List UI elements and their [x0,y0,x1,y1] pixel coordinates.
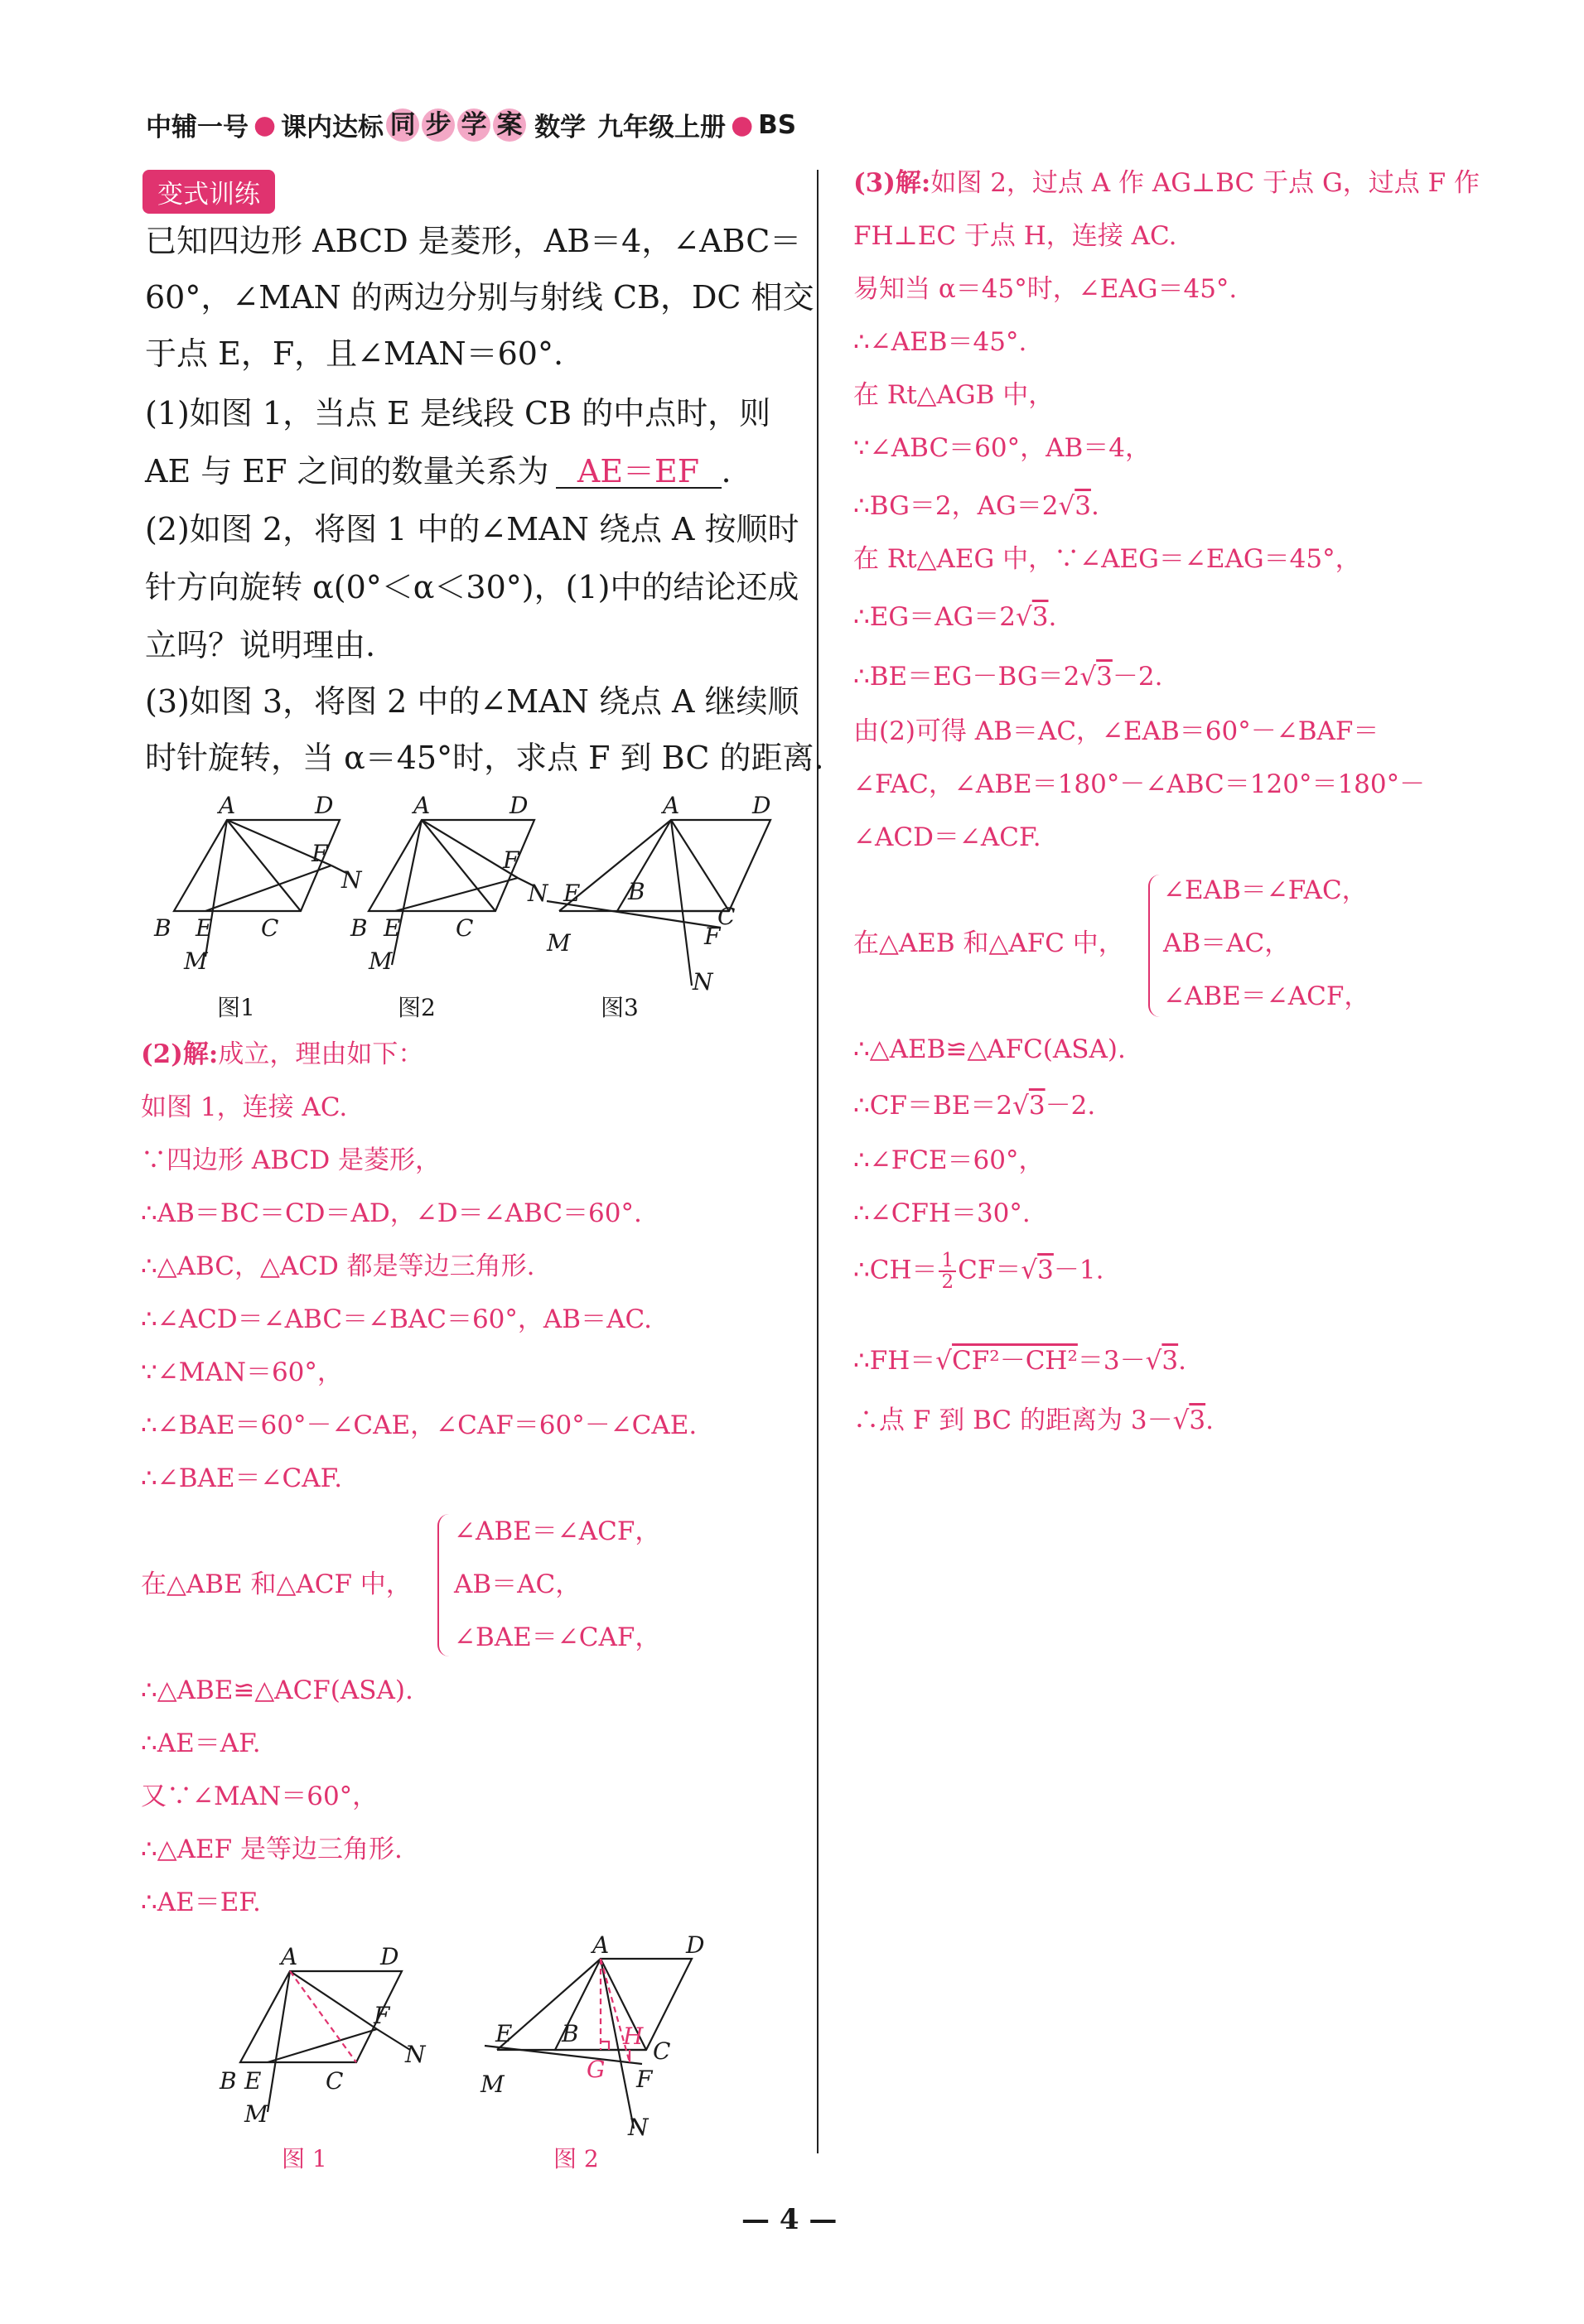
solution-line: ∴AE＝EF. [141,1888,261,1917]
solution-line: ∴∠ACD＝∠ABC＝∠BAC＝60°，AB＝AC. [141,1304,652,1334]
bullet-dot-icon: ● [731,109,754,140]
point-label: D [686,1931,705,1959]
solution-line: ∴∠FCE＝60°， [853,1145,1045,1175]
solution-line: 由(2)可得 AB＝AC，∠EAB＝60°－∠BAF＝ [853,716,1379,746]
page-header [146,106,796,143]
solution-line: ∠FAC，∠ABE＝180°－∠ABC＝120°＝180°－ [853,769,1426,799]
point-label: N [693,968,713,996]
point-label: C [261,914,279,942]
solution-line-ch: ∴CH＝ $\frac{1}{2}$ CF＝√3－1. [853,1250,1104,1294]
point-label: M [547,929,571,957]
point-label: D [752,792,771,819]
solution-line: ∠ACD＝∠ACF. [853,822,1041,852]
case-line: ∠BAE＝∠CAF， [454,1622,661,1652]
fraction: $\frac{1}{2}$ [939,1251,956,1292]
point-label: N [628,2114,649,2141]
point-label: A [281,1943,298,1970]
point-label: B [350,914,368,942]
solution-line: ∵∠MAN＝60°， [141,1357,343,1387]
question-line: 于点 E，F，且∠MAN＝60°. [145,335,564,372]
point-label: D [509,792,529,819]
point-label: E [196,914,213,942]
grade: 九年级上册 [597,113,727,142]
case-line: ∠ABE＝∠ACF， [1163,981,1370,1011]
left-brace [1148,875,1160,1017]
solution-line: ∴△ABC，△ACD 都是等边三角形. [141,1251,535,1281]
solution-line: ∴△AEB≌△AFC(ASA). [853,1034,1126,1064]
column-divider [817,170,819,2153]
question-line: 60°，∠MAN 的两边分别与射线 CB，DC 相交 [145,279,814,316]
tag-char-2: 步 [422,108,455,142]
figure-caption: 图 1 [282,2145,327,2172]
point-label: B [562,2020,579,2047]
point-label: F [503,846,519,874]
case-prefix: 在△ABE 和△ACF 中， [141,1569,412,1599]
point-label: E [244,2067,262,2095]
point-label: B [628,878,645,905]
point-label: E [384,914,401,942]
point-label: A [413,792,431,819]
point-label: A [663,792,680,819]
solution-line: ∴∠BAE＝∠CAF. [141,1463,343,1493]
point-label: G [587,2056,606,2083]
tag-char-1: 同 [386,108,419,142]
figure-1-bottom [211,1943,452,2137]
solution-line-bg: ∴BG＝2，AG＝2√3. [853,491,1099,521]
solution3-title-line [853,168,1480,198]
solution-line: FH⊥EC 于点 H，连接 AC. [853,221,1177,251]
point-label: D [315,792,334,819]
point-label: M [244,2100,268,2128]
figure-caption: 图1 [217,994,255,1021]
solution-line: 在 Rt△AGB 中， [853,380,1055,410]
point-label: B [220,2067,237,2095]
question-line: (2)如图 2，将图 1 中的∠MAN 绕点 A 按顺时 [145,511,799,547]
solution-line: ∴∠AEB＝45°. [853,327,1027,357]
point-label: C [456,914,474,942]
solution-line: ∴AB＝BC＝CD＝AD，∠D＝∠ABC＝60°. [141,1198,642,1228]
left-brace [437,1514,449,1656]
case-prefix: 在△AEB 和△AFC 中， [853,928,1124,958]
solution-line: ∵四边形 ABCD 是菱形， [141,1145,442,1175]
case-line: ∠EAB＝∠FAC， [1163,875,1368,905]
case-line: ∠ABE＝∠ACF， [454,1516,661,1546]
question-line: 已知四边形 ABCD 是菱形，AB＝4，∠ABC＝ [145,223,802,259]
solution2-title: (2)解: [141,1039,219,1069]
bullet-dot-icon: ● [254,109,277,140]
point-label: M [481,2071,505,2098]
q1-answer-blank: AE＝EF [556,456,722,489]
question-line: 立吗？说明理由. [145,627,376,663]
solution-line-eg: ∴EG＝AG＝2√3. [853,602,1057,632]
point-label: F [704,923,721,950]
point-label: E [495,2020,513,2047]
figure-2-bottom [472,1931,721,2145]
solution-line: ∴△ABE≌△ACF(ASA). [141,1675,413,1705]
figure-caption: 图2 [398,994,436,1021]
solution2-title-line [141,1039,424,1069]
solution2-title-rest: 成立，理由如下： [218,1039,424,1069]
solution-line: ∴∠CFH＝30°. [853,1198,1031,1228]
solution-line: 在 Rt△AEG 中，∵∠AEG＝∠EAG＝45°， [853,544,1361,574]
page-number: — 4 — [741,2203,838,2236]
point-label: C [326,2067,344,2095]
solution-line-be: ∴BE＝EG－BG＝2√3－2. [853,662,1163,692]
solution-line: 易知当 α＝45°时，∠EAG＝45°. [853,274,1238,304]
solution-line: ∴∠BAE＝60°－∠CAE，∠CAF＝60°－∠CAE. [141,1410,698,1440]
figure-2-top [344,792,559,977]
point-label: A [592,1931,610,1959]
solution-line: ∴△AEF 是等边三角形. [141,1835,403,1864]
solution3-line1: 如图 2，过点 A 作 AG⊥BC 于点 G，过点 F 作 [930,168,1480,198]
question-line: 针方向旋转 α(0°＜α＜30°)，(1)中的结论还成 [145,569,799,605]
point-label: N [405,2041,426,2068]
figure-1-top [149,792,365,977]
point-label: E [563,880,581,907]
figure-3-top [530,792,795,1002]
solution-line: 如图 1，连接 AC. [141,1092,348,1122]
q1-prefix: AE 与 EF 之间的数量关系为 [145,453,549,489]
point-label: D [380,1943,399,1970]
point-label: M [369,947,393,975]
point-label: C [653,2037,671,2065]
point-label: B [154,914,171,942]
point-label: M [184,947,208,975]
question-line: (3)如图 3，将图 2 中的∠MAN 绕点 A 继续顺 [145,683,799,720]
solution-line-final: ∴点 F 到 BC 的距离为 3－√3. [853,1405,1214,1435]
brand-name: 中辅一号 [146,113,249,142]
point-label: F [374,2002,390,2029]
series-name: 课内达标 [281,113,384,142]
case-line: AB＝AC， [454,1569,582,1599]
subject: 数学 [534,113,587,142]
tag-char-3: 学 [457,108,490,142]
solution-line: ∵∠ABC＝60°，AB＝4， [853,433,1151,463]
edition: BS [758,109,797,140]
question-line-q1: AE 与 EF 之间的数量关系为 AE＝EF . [145,453,732,489]
section-label: 变式训练 [142,170,275,214]
solution-line: ∴AE＝AF. [141,1729,261,1758]
point-label: A [219,792,236,819]
question-line: (1)如图 1，当点 E 是线段 CB 的中点时，则 [145,395,771,432]
tag-char-4: 案 [493,108,526,142]
point-label: F [311,840,328,867]
point-label: C [717,903,736,930]
solution-line-cf: ∴CF＝BE＝2√3－2. [853,1091,1096,1121]
solution-line: 又∵∠MAN＝60°， [141,1782,379,1811]
point-label: F [636,2066,653,2093]
solution-line-fh: ∴FH＝√CF²－CH²＝3－√3. [853,1346,1186,1376]
solution3-title: (3)解: [853,168,931,198]
figure-caption: 图 2 [553,2145,599,2172]
point-label: N [528,880,548,907]
point-label: N [341,866,362,894]
figure-caption: 图3 [601,994,639,1021]
point-label: H [623,2023,644,2050]
case-line: AB＝AC， [1163,928,1291,958]
question-line: 时针旋转，当 α＝45°时，求点 F 到 BC 的距离. [145,740,824,776]
